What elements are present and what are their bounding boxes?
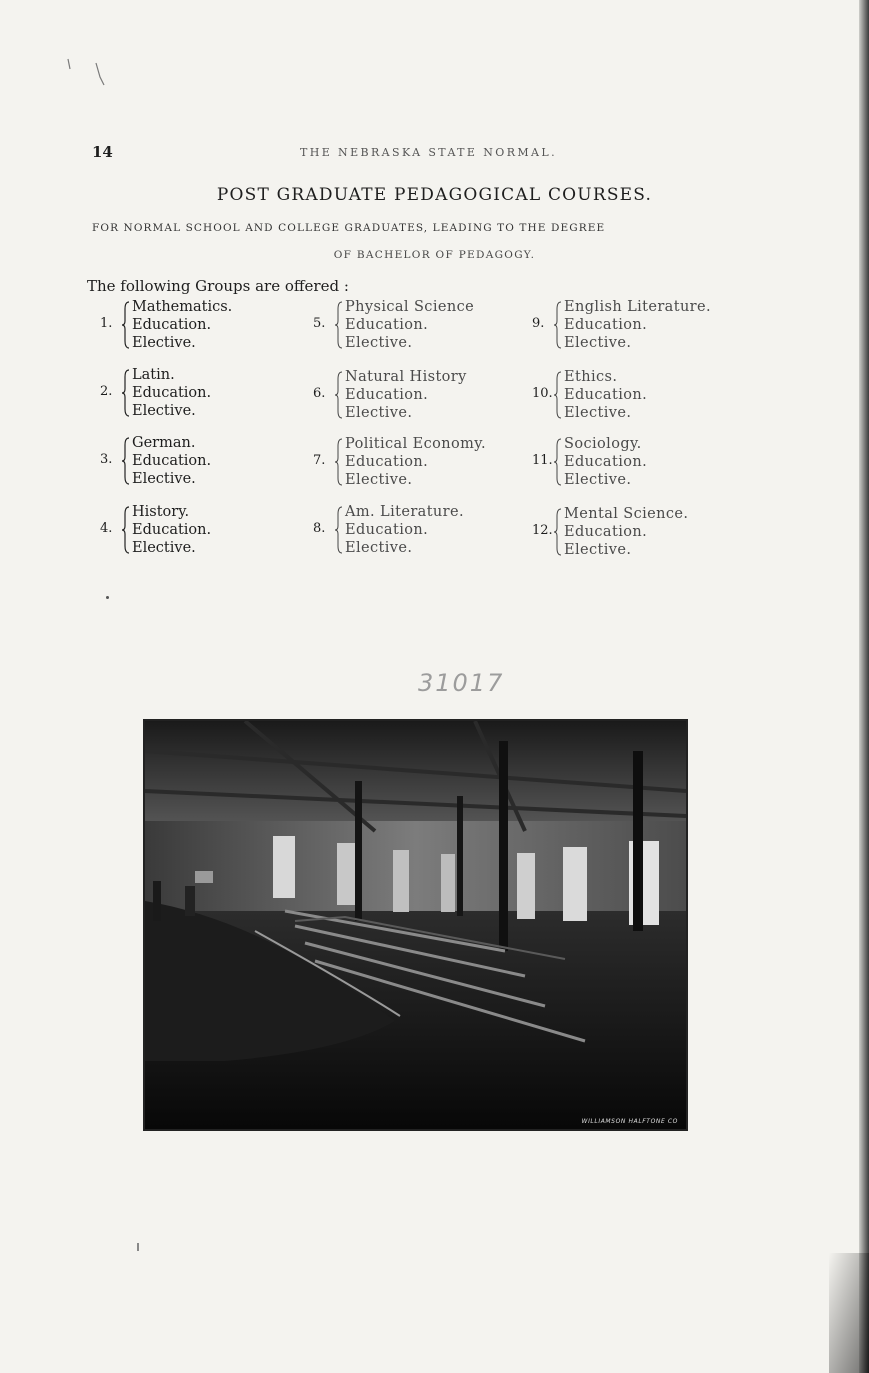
group-subject: Ethics. <box>564 369 618 385</box>
group-number: 3. <box>100 452 113 467</box>
group-number: 8. <box>313 521 326 536</box>
group-number: 7. <box>313 453 326 468</box>
group-elective: Elective. <box>564 542 632 558</box>
brace-icon <box>122 369 130 417</box>
brace-icon <box>122 506 130 554</box>
margin-scribble <box>60 55 110 95</box>
brace-icon <box>122 301 130 349</box>
group-number: 2. <box>100 384 113 399</box>
group-education: Education. <box>132 317 212 333</box>
brace-icon <box>554 438 562 486</box>
group-education: Education. <box>345 454 429 470</box>
group-subject: Mental Science. <box>564 506 689 522</box>
group-elective: Elective. <box>132 471 196 487</box>
group-subject: Am. Literature. <box>345 504 464 520</box>
course-group-8 <box>313 503 533 561</box>
course-group-12 <box>532 505 752 563</box>
lecture-hall-photo <box>143 719 688 1131</box>
group-number: 12. <box>532 523 553 538</box>
photo-caption: WILLIAMSON HALFTONE CO <box>581 1118 678 1125</box>
stray-mark <box>106 596 109 599</box>
section-subtitle-line1: FOR NORMAL SCHOOL AND COLLEGE GRADUATES, LEADING TO THE DEGREE <box>92 222 606 234</box>
course-group-4 <box>100 503 320 561</box>
brace-icon <box>122 437 130 485</box>
group-education: Education. <box>564 317 648 333</box>
course-group-11 <box>532 435 752 493</box>
group-number: 6. <box>313 386 326 401</box>
group-education: Education. <box>345 522 429 538</box>
section-title: POST GRADUATE PEDAGOGICAL COURSES. <box>216 185 653 205</box>
group-number: 5. <box>313 316 326 331</box>
group-number: 11. <box>532 453 553 468</box>
course-group-7 <box>313 435 533 493</box>
margin-mark <box>137 1243 139 1251</box>
group-subject: History. <box>132 504 190 520</box>
group-education: Education. <box>132 385 212 401</box>
group-education: Education. <box>564 524 648 540</box>
group-education: Education. <box>345 317 429 333</box>
group-subject: Political Economy. <box>345 436 486 452</box>
group-elective: Elective. <box>132 403 196 419</box>
page-edge-shadow <box>859 0 869 1373</box>
group-elective: Elective. <box>345 540 413 556</box>
running-head: THE NEBRASKA STATE NORMAL. <box>300 146 557 159</box>
group-subject: English Literature. <box>564 299 712 315</box>
brace-icon <box>335 438 343 486</box>
group-elective: Elective. <box>345 405 413 421</box>
course-group-3 <box>100 434 320 492</box>
course-group-2 <box>100 366 320 424</box>
group-elective: Elective. <box>564 335 632 351</box>
group-subject: Physical Science <box>345 299 475 315</box>
course-group-10 <box>532 368 752 426</box>
group-education: Education. <box>564 387 648 403</box>
brace-icon <box>335 371 343 419</box>
group-elective: Elective. <box>132 335 196 351</box>
group-elective: Elective. <box>564 405 632 421</box>
pencil-accession-note: 31017 <box>418 669 505 697</box>
group-elective: Elective. <box>132 540 196 556</box>
section-subtitle-line2: OF BACHELOR OF PEDAGOGY. <box>333 249 536 261</box>
group-subject: Mathematics. <box>132 299 233 315</box>
group-number: 9. <box>532 316 545 331</box>
group-education: Education. <box>132 453 212 469</box>
course-group-5 <box>313 298 533 356</box>
group-number: 10. <box>532 386 553 401</box>
course-group-6 <box>313 368 533 426</box>
brace-icon <box>554 371 562 419</box>
course-group-1 <box>100 298 320 356</box>
group-subject: Natural History <box>345 369 467 385</box>
lecture-hall-image <box>145 721 686 1129</box>
group-education: Education. <box>564 454 648 470</box>
brace-icon <box>554 301 562 349</box>
brace-icon <box>335 301 343 349</box>
course-group-9 <box>532 298 752 356</box>
group-education: Education. <box>132 522 212 538</box>
page-number: 14 <box>92 143 113 161</box>
group-elective: Elective. <box>345 335 413 351</box>
brace-icon <box>554 508 562 556</box>
page-corner-shadow <box>829 1253 869 1373</box>
group-elective: Elective. <box>345 472 413 488</box>
group-number: 1. <box>100 316 113 331</box>
group-subject: Latin. <box>132 367 175 383</box>
group-subject: Sociology. <box>564 436 642 452</box>
group-number: 4. <box>100 521 113 536</box>
intro-text: The following Groups are offered : <box>87 277 349 295</box>
brace-icon <box>335 506 343 554</box>
group-subject: German. <box>132 435 196 451</box>
group-elective: Elective. <box>564 472 632 488</box>
group-education: Education. <box>345 387 429 403</box>
